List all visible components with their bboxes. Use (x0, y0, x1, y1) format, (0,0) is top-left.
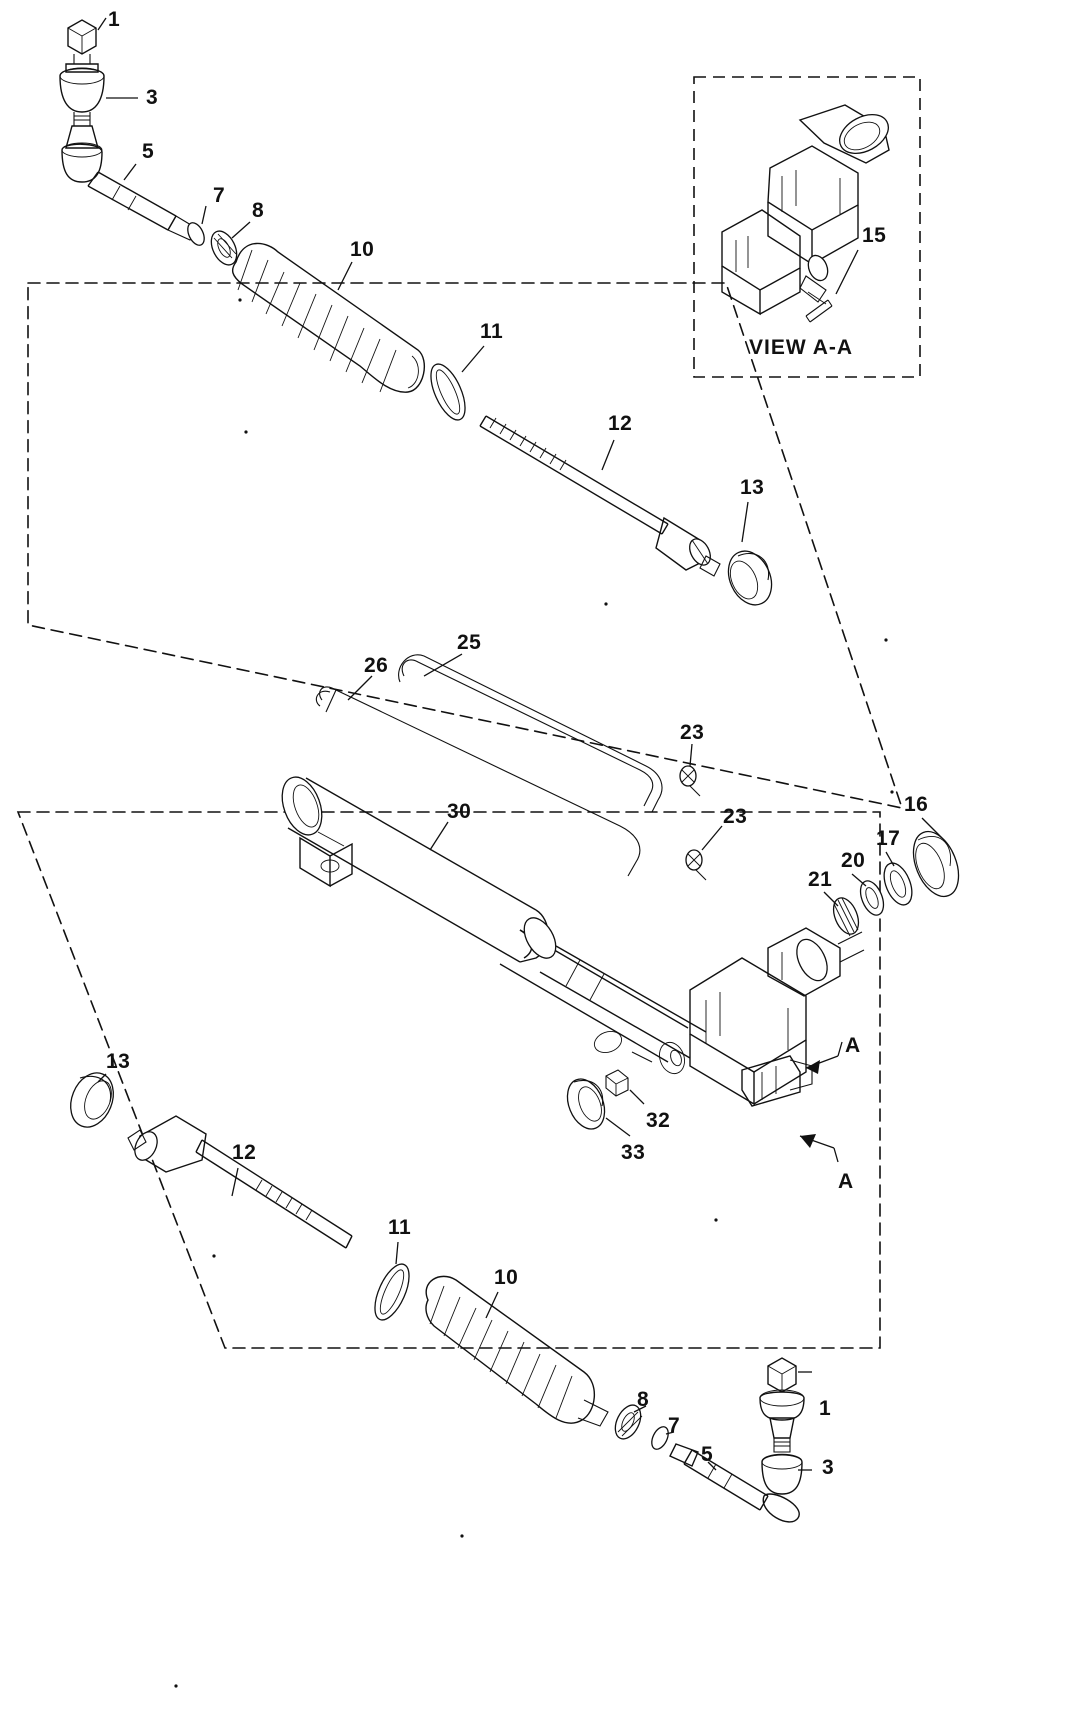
part-17-washer (879, 852, 918, 909)
callout-7-bottom: 7 (668, 1414, 681, 1437)
part-16-seal-boot (905, 818, 968, 903)
view-aa-valve-assembly (722, 105, 895, 322)
callout-25: 25 (457, 631, 482, 654)
callout-8: 8 (252, 199, 265, 222)
callout-12-top: 12 (608, 412, 633, 435)
part-23-tube-nut-lower (686, 826, 722, 880)
callout-11-bottom: 11 (388, 1216, 412, 1239)
callout-12-bottom: 12 (232, 1141, 257, 1164)
part-1-nut-bottom (768, 1358, 812, 1392)
callout-5-bottom: 5 (701, 1443, 714, 1466)
callout-20: 20 (841, 849, 866, 872)
callout-15: 15 (862, 224, 887, 247)
callout-7: 7 (213, 184, 226, 207)
callout-8-bottom: 8 (637, 1388, 650, 1411)
part-5-tie-rod-bottom (670, 1444, 768, 1510)
lower-dashed-frame (18, 812, 880, 1348)
callout-13-top: 13 (740, 476, 765, 499)
callout-5: 5 (142, 140, 155, 163)
callout-21: 21 (808, 868, 833, 891)
callout-1: 1 (108, 8, 121, 31)
part-11-clamp-ring-bottom (368, 1242, 416, 1325)
callout-23-upper: 23 (680, 721, 705, 744)
part-5-tie-rod (88, 164, 196, 240)
callout-23-lower: 23 (723, 805, 748, 828)
upper-dashed-frame (28, 283, 902, 808)
part-8-clamp (206, 222, 250, 269)
part-12-inner-tie-rod-top (480, 416, 720, 576)
part-25-pressure-tube (399, 654, 662, 812)
callout-3: 3 (146, 86, 159, 109)
callout-17: 17 (876, 827, 901, 850)
part-3-tie-rod-end-bottom (760, 1390, 812, 1522)
scan-speckles (174, 298, 893, 1687)
part-32-nut (606, 1070, 644, 1104)
part-20-washer (852, 874, 888, 918)
callout-30: 30 (447, 800, 472, 823)
callout-16: 16 (904, 793, 929, 816)
callout-3-bottom: 3 (822, 1456, 835, 1479)
part-10-bellows-boot-top (233, 243, 425, 392)
part-26-return-tube (316, 676, 640, 876)
part-11-clamp-ring-top (424, 346, 484, 425)
part-33-bushing (560, 1074, 630, 1136)
section-arrow-upper (806, 1042, 842, 1074)
part-13-bushing-bottom (63, 1067, 121, 1134)
callout-10-top: 10 (350, 238, 375, 261)
part-1-top-nut (68, 18, 106, 64)
callout-32: 32 (646, 1109, 671, 1132)
part-7-washer (184, 206, 207, 248)
part-3-outer-tie-rod-end (60, 64, 138, 182)
callout-11-top: 11 (480, 320, 504, 343)
part-10-bellows-boot-bottom (426, 1276, 608, 1426)
callout-13-bottom: 13 (106, 1050, 131, 1073)
callout-1-bottom: 1 (819, 1397, 832, 1420)
section-letter-upper: A (845, 1034, 861, 1057)
part-13-bushing-top (720, 502, 779, 612)
part-23-tube-nut-upper (680, 744, 700, 796)
part-30-rack-and-pinion-housing (275, 772, 864, 1106)
part-21-spring (824, 892, 863, 938)
callout-10-bottom: 10 (494, 1266, 519, 1289)
section-letter-lower: A (838, 1170, 854, 1193)
callout-26: 26 (364, 654, 389, 677)
view-aa-label: VIEW A-A (749, 336, 854, 359)
callout-33: 33 (621, 1141, 646, 1164)
section-arrow-lower (800, 1134, 838, 1162)
